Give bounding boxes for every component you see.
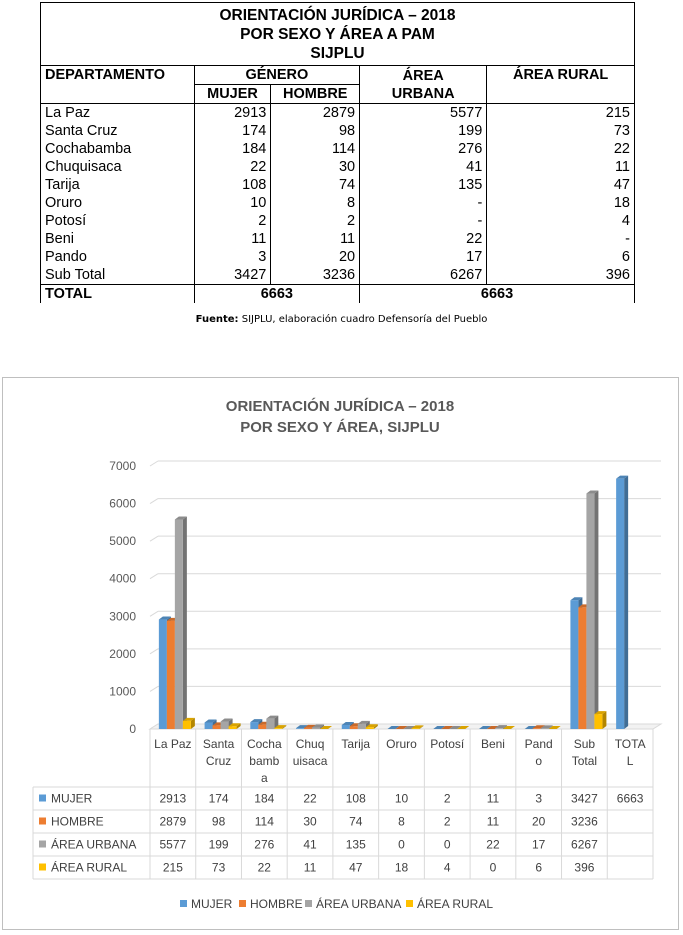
cell-dept: Tarija	[41, 176, 195, 194]
cell-hombre: 20	[271, 248, 360, 266]
x-tick-label: Total	[571, 754, 598, 768]
header-area-urbana-line: ÁREA	[402, 67, 444, 84]
chart-title: ORIENTACIÓN JURÍDICA – 2018	[225, 398, 455, 415]
series-label: HOMBRE	[51, 814, 104, 829]
cell-hombre: 30	[271, 158, 360, 176]
table-row	[41, 212, 635, 230]
cell-mujer: 184	[194, 140, 271, 158]
bar-side	[594, 491, 598, 729]
cell-hombre: 98	[271, 122, 360, 140]
bar	[296, 728, 304, 729]
bar	[594, 714, 602, 729]
data-table-value: 2	[443, 791, 451, 806]
legend-label: MUJER	[191, 897, 233, 911]
y-tick-label: 0	[129, 722, 136, 736]
cell-urbana: 41	[360, 158, 487, 176]
x-tick-label: a	[260, 771, 268, 785]
cell-mujer: 3	[194, 248, 271, 266]
cell-mujer: 3427	[194, 266, 271, 285]
bar	[495, 728, 503, 729]
cell-mujer: 174	[194, 122, 271, 140]
cell-dept: Oruro	[41, 194, 195, 212]
data-table-value: 215	[162, 860, 183, 875]
cell-urbana: 6267	[360, 266, 487, 285]
data-table-value: 6267	[571, 837, 598, 852]
bar	[175, 519, 183, 729]
data-table-value: 4	[443, 860, 451, 875]
source-text: SIJPLU, elaboración cuadro Defensoría del Pueblo	[238, 314, 488, 325]
cell-urbana: 199	[360, 122, 487, 140]
series-key-swatch	[39, 864, 46, 871]
data-table-value: 22	[486, 837, 500, 852]
data-table	[40, 2, 635, 303]
x-tick-label: Pand	[524, 737, 553, 751]
cell-mujer: 22	[194, 158, 271, 176]
cell-rural: 215	[487, 104, 635, 123]
legend-swatch	[305, 900, 312, 907]
data-table-value: 2913	[159, 791, 187, 806]
bar	[541, 728, 549, 729]
data-table-value: 47	[349, 860, 363, 875]
data-table-value: 17	[532, 837, 546, 852]
gridline-depth	[150, 499, 158, 504]
cell-hombre: 114	[271, 140, 360, 158]
data-table-value: 30	[303, 814, 317, 829]
cell-mujer: 2	[194, 212, 271, 230]
x-tick-label: uisaca	[292, 754, 328, 768]
series-key-swatch	[39, 841, 46, 848]
bar	[570, 600, 578, 729]
data-table-value: 276	[254, 837, 275, 852]
table-row-subtotal	[41, 266, 635, 285]
data-table-value: 114	[254, 814, 274, 829]
bar-side	[624, 476, 628, 729]
bar	[578, 607, 586, 729]
bar	[250, 722, 258, 729]
bar	[221, 722, 229, 729]
bar	[229, 726, 237, 729]
data-table-value: 0	[398, 837, 405, 852]
cell-urbana: 276	[360, 140, 487, 158]
bar	[258, 725, 266, 729]
data-table-value: 3427	[571, 791, 598, 806]
cell-hombre: 2879	[271, 104, 360, 123]
cell-hombre: 11	[271, 230, 360, 248]
legend-label: ÁREA URBANA	[316, 897, 402, 911]
x-tick-label: Potosí	[430, 737, 465, 751]
bar	[586, 494, 594, 729]
table-row	[41, 158, 635, 176]
data-table-value: 0	[443, 837, 451, 852]
x-tick-label: Sub	[573, 737, 596, 751]
data-table-value: 108	[345, 791, 366, 806]
cell-rural: 6	[487, 248, 635, 266]
bar	[205, 722, 213, 729]
cell-hombre: 8	[271, 194, 360, 212]
table-title-line: POR SEXO Y ÁREA A PAM	[240, 26, 435, 43]
bar	[533, 728, 541, 729]
table-row	[41, 194, 635, 212]
x-tick-label: TOTA	[614, 737, 646, 751]
gridline-depth	[150, 649, 158, 654]
cell-rural: 22	[487, 140, 635, 158]
cell-urbana: 135	[360, 176, 487, 194]
y-tick-label: 6000	[109, 496, 136, 511]
cell-dept: La Paz	[41, 104, 195, 123]
x-tick-label: Tarija	[341, 737, 371, 751]
data-table-value: 11	[486, 791, 500, 806]
legend-swatch	[406, 900, 413, 907]
table-row	[41, 230, 635, 248]
data-table-value: 11	[303, 860, 317, 875]
x-tick-label: La Paz	[154, 737, 192, 751]
cell-dept: Sub Total	[41, 266, 195, 285]
bar	[213, 725, 221, 729]
total-label: TOTAL	[41, 285, 195, 304]
data-table-value: 2	[443, 814, 451, 829]
cell-dept: Beni	[41, 230, 195, 248]
cell-dept: Santa Cruz	[41, 122, 195, 140]
bar-side	[183, 516, 187, 729]
data-table-value: 41	[303, 837, 317, 852]
cell-mujer: 2913	[194, 104, 271, 123]
data-table-value: 74	[349, 814, 363, 829]
cell-hombre: 3236	[271, 266, 360, 285]
y-tick-label: 1000	[109, 684, 136, 699]
bar	[167, 621, 175, 729]
total-area: 6663	[360, 285, 635, 304]
data-table-value: 73	[211, 860, 226, 875]
table-title-line: ORIENTACIÓN JURÍDICA – 2018	[219, 7, 456, 24]
table-row	[41, 122, 635, 140]
table-title-line: SIJPLU	[310, 45, 365, 62]
gridline-depth	[150, 686, 158, 691]
bar	[304, 728, 312, 729]
data-table-value: 10	[394, 791, 409, 806]
y-tick-label: 3000	[109, 609, 136, 624]
x-tick-label: Cruz	[205, 754, 232, 768]
cell-mujer: 11	[194, 230, 271, 248]
bar	[412, 728, 420, 729]
cell-rural: -	[487, 230, 635, 248]
source-note	[0, 314, 683, 325]
gridline-depth	[150, 461, 158, 466]
table-row	[41, 140, 635, 158]
source-label: Fuente:	[195, 314, 239, 325]
cell-rural: 4	[487, 212, 635, 230]
header-area-urbana	[360, 66, 487, 104]
bar	[616, 479, 624, 729]
header-area-rural: ÁREA RURAL	[487, 66, 635, 104]
cell-rural: 47	[487, 176, 635, 194]
data-table-value: 3236	[571, 814, 598, 829]
cell-rural: 73	[487, 122, 635, 140]
table-row-total	[41, 285, 635, 304]
y-tick-label: 5000	[109, 534, 136, 549]
total-genero: 6663	[194, 285, 360, 304]
header-hombre: HOMBRE	[271, 85, 360, 104]
data-table-value: 184	[254, 791, 275, 806]
x-tick-label: Oruro	[386, 737, 417, 751]
data-table-value: 2879	[159, 814, 187, 829]
y-tick-label: 4000	[109, 571, 136, 586]
bar	[366, 727, 374, 729]
data-table-value: 8	[398, 814, 405, 829]
bar	[358, 724, 366, 729]
cell-urbana: -	[360, 194, 487, 212]
bar	[342, 725, 350, 729]
bar	[183, 721, 191, 729]
series-key-swatch	[39, 795, 46, 802]
header-departamento: DEPARTAMENTO	[41, 66, 195, 104]
cell-urbana: -	[360, 212, 487, 230]
header-area-urbana-line: URBANA	[391, 85, 455, 102]
header-genero: GÉNERO	[194, 66, 360, 85]
chart-container	[2, 377, 679, 930]
x-tick-label: Chuq	[295, 737, 325, 751]
y-tick-label: 2000	[109, 646, 136, 661]
cell-mujer: 108	[194, 176, 271, 194]
x-tick-label: Beni	[480, 737, 505, 751]
data-table-value: 135	[345, 837, 366, 852]
cell-dept: Pando	[41, 248, 195, 266]
data-table-value: 396	[574, 860, 595, 875]
x-tick-label: Cocha	[246, 737, 282, 751]
header-mujer: MUJER	[194, 85, 271, 104]
data-table-value: 11	[486, 814, 500, 829]
bar-side	[602, 711, 606, 729]
cell-hombre: 74	[271, 176, 360, 194]
cell-hombre: 2	[271, 212, 360, 230]
series-label: ÁREA RURAL	[51, 860, 128, 875]
chart-title: POR SEXO Y ÁREA, SIJPLU	[240, 419, 440, 436]
legend-swatch	[180, 900, 187, 907]
x-tick-label: o	[535, 754, 543, 768]
y-tick-label: 7000	[109, 459, 136, 473]
data-table-value: 20	[532, 814, 546, 829]
table-title	[41, 3, 635, 66]
series-label: MUJER	[51, 791, 93, 806]
series-key-swatch	[39, 818, 46, 825]
bar	[159, 620, 167, 729]
bar	[266, 719, 274, 729]
data-table-value: 6663	[616, 791, 644, 806]
bar-chart	[3, 378, 678, 929]
data-table-value: 22	[257, 860, 271, 875]
series-label: ÁREA URBANA	[51, 837, 137, 852]
legend-swatch	[239, 900, 246, 907]
table-row	[41, 176, 635, 194]
cell-rural: 11	[487, 158, 635, 176]
data-table-value: 22	[303, 791, 317, 806]
bar	[350, 726, 358, 729]
data-table-value: 3	[535, 791, 543, 806]
legend-label: HOMBRE	[250, 897, 303, 911]
cell-dept: Chuquisaca	[41, 158, 195, 176]
data-table-value: 6	[535, 860, 543, 875]
data-table-value: 0	[489, 860, 497, 875]
cell-mujer: 10	[194, 194, 271, 212]
bar	[274, 728, 282, 729]
bar	[312, 727, 320, 729]
x-tick-label: L	[626, 754, 634, 768]
gridline-depth	[150, 611, 158, 616]
data-table-value: 174	[208, 791, 229, 806]
data-table-value: 199	[208, 837, 229, 852]
table-row	[41, 104, 635, 123]
x-tick-label: Santa	[202, 737, 235, 751]
cell-urbana: 5577	[360, 104, 487, 123]
data-table-value: 18	[394, 860, 409, 875]
cell-rural: 18	[487, 194, 635, 212]
data-table-value: 5577	[159, 837, 187, 852]
legend-label: ÁREA RURAL	[417, 897, 494, 911]
x-tick-label: bamb	[249, 754, 280, 768]
cell-urbana: 22	[360, 230, 487, 248]
gridline-depth	[150, 574, 158, 579]
data-table-value: 98	[211, 814, 226, 829]
table-row	[41, 248, 635, 266]
gridline-depth	[150, 536, 158, 541]
cell-dept: Cochabamba	[41, 140, 195, 158]
cell-dept: Potosí	[41, 212, 195, 230]
cell-urbana: 17	[360, 248, 487, 266]
cell-rural: 396	[487, 266, 635, 285]
